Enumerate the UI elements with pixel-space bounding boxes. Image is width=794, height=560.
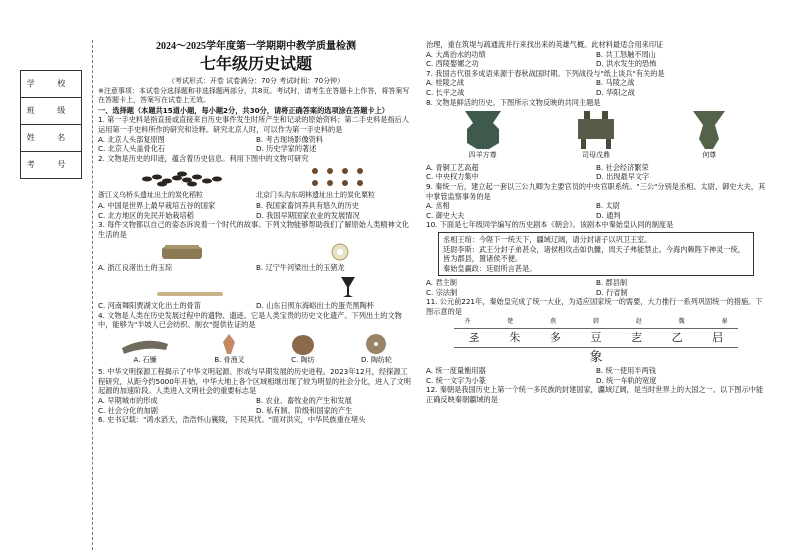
q2-option-a: A. 中国是世界上最早栽培五谷的国家 bbox=[98, 200, 216, 210]
question-6-continued: 治理，重在筑堤与疏通流并行来找出来的英雄气概。此材料最适合用来印证 bbox=[426, 40, 664, 49]
script-line-2: 廷尉李斯：武王分封子弟甚众，诸侯相攻击如仇雠，周天子弗能禁止。今海内赖陛下神灵一统，皆为郡县，置诸侯不便。 bbox=[443, 244, 745, 264]
script-unification-diagram bbox=[446, 317, 746, 367]
unified-glyph: 象 bbox=[589, 350, 603, 366]
q11-option-c: C. 统一文字为小篆 bbox=[426, 375, 486, 385]
q5-options bbox=[98, 396, 414, 415]
q1-options bbox=[98, 135, 414, 154]
q10-option-d: D. 行省制 bbox=[596, 287, 628, 297]
q2-caption-2: 北京门头沟东胡林遗址出土的炭化粟粒 bbox=[256, 191, 375, 200]
q2-option-d: D. 我国早期国家农业的发展情况 bbox=[256, 210, 360, 220]
q1-option-b: B. 考古现场影像资料 bbox=[256, 134, 324, 144]
millet-grains-figure bbox=[305, 165, 375, 189]
school-label: 学 校 bbox=[21, 71, 82, 98]
q5-option-a: A. 早期城市的形成 bbox=[98, 396, 158, 406]
question-2: 2. 文物是历史的印迹，蕴含着历史信息。利用下图中的文物可研究 bbox=[98, 153, 309, 163]
q9-option-d: D. 通判 bbox=[596, 210, 621, 220]
question-5: 5. 中华文明探源工程揭示了中华文明起源、形成与早期发展的历史进程。2023年12月，经探源工程研究，从距今约5000年开始，中华大地上各个区域相继出现了较为明显的社会分化，进入了文明起源的加速阶段。人类进入文明社会的重要标志是 bbox=[98, 367, 411, 396]
bone-flute-image bbox=[155, 289, 225, 299]
q10-options bbox=[426, 278, 766, 297]
q3-images-top bbox=[98, 241, 414, 261]
exam-title: 2024～2025学年度第一学期期中教学质量检测 bbox=[156, 41, 356, 52]
q4-option-a: A. 石镰 bbox=[133, 355, 157, 364]
q8-images bbox=[426, 109, 766, 161]
script-line-3: 秦始皇赢政：廷尉所言甚是。 bbox=[443, 263, 537, 273]
simuwu-ding-figure bbox=[572, 109, 620, 161]
pottery-image bbox=[289, 332, 317, 356]
q2-option-c: C. 北方地区的先民开始栽培稻 bbox=[98, 210, 194, 220]
rice-grains-figure bbox=[137, 169, 227, 189]
q8-option-a: A. 青铜工艺高超 bbox=[426, 162, 479, 172]
q3-option-d: D. 山东日照东海峪出土的蛋壳黑陶杯 bbox=[256, 300, 374, 310]
student-info-table bbox=[20, 70, 82, 179]
q3-options-cd bbox=[98, 301, 414, 311]
q7-option-d: D. 华阳之战 bbox=[596, 87, 635, 97]
q2-caption-1: 浙江义乌桥头遗址出土的炭化稻粒 bbox=[98, 191, 203, 200]
question-8: 8. 文物是鲜活的历史。下图所示文物反映的共同主题是 bbox=[426, 97, 601, 107]
exam-subject: 七年级历史试题 bbox=[199, 56, 312, 73]
q9-option-a: A. 丞相 bbox=[426, 201, 450, 211]
q4-images bbox=[98, 332, 414, 366]
script-glyph-2: 朱 bbox=[509, 331, 521, 345]
q6-option-c: C. 西陵娶嫘之功 bbox=[426, 59, 479, 69]
q4-option-c: C. 陶纺 bbox=[291, 355, 315, 364]
question-10: 10. 下面是七年级同学编写的历史剧本《朝会》。该剧本中秦始皇认同的制度是 bbox=[426, 220, 674, 230]
q5-option-b: B. 农业、畜牧业的产生和发展 bbox=[256, 396, 352, 406]
stone-sickle-figure bbox=[120, 334, 170, 366]
script-glyph-7: 𡰪 bbox=[712, 331, 724, 345]
name-label: 姓 名 bbox=[21, 125, 82, 152]
jade-pig-dragon-image bbox=[325, 241, 355, 261]
right-column bbox=[426, 40, 766, 405]
q11-option-b: B. 统一使用半两钱 bbox=[596, 366, 656, 376]
q9-option-b: B. 太尉 bbox=[596, 201, 620, 211]
q2-option-b: B. 我国家畜饲养具有悠久的历史 bbox=[256, 200, 359, 210]
he-zun-image bbox=[685, 109, 733, 151]
exam-info: （考试形式：开卷 试卷满分：70分 考试时间：70分钟） bbox=[167, 77, 345, 85]
he-zun-figure bbox=[685, 109, 733, 161]
q6-option-b: B. 共工怒触不周山 bbox=[596, 49, 656, 59]
q8-option-c: C. 中央权力集中 bbox=[426, 172, 479, 182]
q2-options bbox=[98, 201, 414, 220]
q7-option-b: B. 马陵之战 bbox=[596, 78, 635, 88]
state-han: 韩 bbox=[592, 317, 599, 325]
question-4: 4. 文物是人类在历史发展过程中的遗物、遗迹。它是人类宝贵的历史文化遗产。下列出土的文物中，能够为"半坡人已会纺织、制衣"提供佐证的是 bbox=[98, 310, 402, 330]
q10-option-b: B. 郡县制 bbox=[596, 278, 628, 288]
question-12: 12. 秦朝是我国历史上第一个统一多民族的封建国家，疆域辽阔，是当时世界上的大国之一。以下图示中能正确反映秦朝疆域的是 bbox=[426, 385, 764, 405]
q7-option-a: A. 桂陵之战 bbox=[426, 78, 465, 88]
q6-options bbox=[426, 50, 766, 69]
q8-caption-2: 司母戊鼎 bbox=[581, 151, 610, 160]
script-glyph-6: 乙 bbox=[671, 331, 683, 345]
class-label: 班 级 bbox=[21, 98, 82, 125]
simuwu-ding-image bbox=[572, 109, 620, 151]
jade-cong-image bbox=[157, 243, 207, 261]
state-chu: 楚 bbox=[507, 317, 514, 325]
script-box bbox=[438, 232, 754, 276]
binding-line bbox=[92, 40, 93, 550]
state-wei: 魏 bbox=[678, 317, 685, 325]
q11-options bbox=[426, 366, 766, 385]
q1-option-d: D. 历史学家的著述 bbox=[256, 144, 317, 154]
section-heading: 一、选择题（本题共15道小题，每小题2分，共30分，请将正确答案的选项涂在答题卡上） bbox=[98, 105, 389, 115]
q6-option-a: A. 大禹治水的功绩 bbox=[426, 49, 486, 59]
q9-option-c: C. 御史大夫 bbox=[426, 210, 465, 220]
bone-harpoon-image bbox=[217, 332, 241, 356]
script-glyph-5: 㐊 bbox=[631, 331, 643, 345]
state-qi: 齐 bbox=[464, 317, 471, 325]
stone-sickle-image bbox=[120, 334, 170, 356]
q3-option-a: A. 浙江良渚出土的玉琮 bbox=[98, 263, 173, 273]
q5-option-d: D. 私有制、阶级和国家的产生 bbox=[256, 405, 353, 415]
q5-option-c: C. 社会分化的加剧 bbox=[98, 405, 158, 415]
q2-captions bbox=[98, 191, 414, 201]
question-1: 1. 第一手史料是指直接或直接来自历史事件发生时所产生和记录的原始资料；第二手史料是指后人运用第一手史料所作的研究和诠释。研究北京人时，可以作为第一手史料的是 bbox=[98, 115, 410, 134]
q4-option-d: D. 陶纺轮 bbox=[361, 355, 392, 364]
script-glyph-4: 豆 bbox=[590, 331, 602, 345]
q3-option-b: B. 辽宁牛河梁出土的玉猪龙 bbox=[256, 263, 345, 273]
exam-notice: ※注意事项：本试卷分选择题和非选择题两部分，共8页。考试时，请考生在答题卡上作答，将答案写在答题卡上，答案写在试卷上无效。 bbox=[98, 86, 410, 105]
q10-option-c: C. 宗法制 bbox=[426, 287, 458, 297]
four-goat-zun-image bbox=[459, 109, 507, 151]
q11-option-d: D. 统一车轨的宽度 bbox=[596, 375, 657, 385]
spindle-whorl-figure bbox=[361, 332, 392, 366]
state-zhao: 赵 bbox=[635, 317, 642, 325]
q9-options bbox=[426, 201, 766, 220]
q6-option-d: D. 洪水发生的恐怖 bbox=[596, 59, 657, 69]
spindle-whorl-image bbox=[362, 332, 390, 356]
state-names-row bbox=[446, 317, 746, 327]
q10-option-a: A. 君主制 bbox=[426, 278, 457, 288]
q4-option-b: B. 骨渔叉 bbox=[214, 355, 245, 364]
q8-option-b: B. 社会经济繁荣 bbox=[596, 162, 649, 172]
q7-option-c: C. 长平之战 bbox=[426, 87, 465, 97]
bone-harpoon-figure bbox=[214, 332, 244, 366]
q11-option-a: A. 统一度量衡用器 bbox=[426, 366, 486, 376]
q8-caption-1: 四羊方尊 bbox=[468, 151, 497, 160]
q3-images-bottom bbox=[98, 275, 414, 299]
question-9: 9. 秦统一后，建立起一套以三公九卿为主要官员的中央官职系统。"三公"分别是丞相、太尉、御史大夫，其中掌管监察事务的是 bbox=[426, 181, 766, 201]
state-qin: 秦 bbox=[721, 317, 728, 325]
q1-option-a: A. 北京人头部复原图 bbox=[98, 134, 165, 144]
q8-option-d: D. 出现最早文字 bbox=[596, 172, 650, 182]
question-7: 7. 我国古代很多成语来源于春秋战国时期。下列战役与"纸上谈兵"有关的是 bbox=[426, 68, 665, 78]
four-goat-zun-figure bbox=[459, 109, 507, 161]
q3-option-c: C. 河南舞阳贾湖文化出土的骨笛 bbox=[98, 300, 202, 310]
state-scripts-row bbox=[454, 328, 738, 348]
question-11: 11. 公元前221年，秦始皇完成了统一大业，为适应国家统一的需要，大力推行一系列巩固统一的措施。下图示意的是 bbox=[426, 297, 763, 317]
millet-grains-image bbox=[305, 165, 375, 189]
exam-number-label: 考 号 bbox=[21, 152, 82, 179]
q7-options bbox=[426, 78, 766, 97]
q8-caption-3: 何尊 bbox=[702, 151, 717, 160]
question-6: 6. 史书记载："鸿水滔天，浩浩怀山襄陵，下民其忧。"面对洪灾，中华民族重在堵头 bbox=[98, 415, 366, 425]
q1-option-c: C. 北京人头盖骨化石 bbox=[98, 144, 166, 154]
script-glyph-3: 多 bbox=[549, 331, 561, 345]
question-3: 3. 每件文物都以自己的姿态诉说着一个时代的故事。下列文物能够帮助我们了解原始人类精神文化生活的是 bbox=[98, 220, 410, 239]
script-line-1: 丞相王绾：今陛下一统天下，疆域辽阔，请分封诸子以巩卫王室。 bbox=[443, 234, 652, 244]
q2-images bbox=[98, 165, 414, 189]
eggshell-cup-image bbox=[338, 275, 358, 299]
left-column bbox=[98, 40, 414, 425]
q3-options-ab bbox=[98, 263, 414, 273]
rice-grains-image bbox=[137, 169, 227, 189]
state-yan: 燕 bbox=[550, 317, 557, 325]
pottery-figure bbox=[289, 332, 317, 366]
script-glyph-1: 𢀖 bbox=[468, 331, 480, 345]
q8-options bbox=[426, 163, 766, 182]
